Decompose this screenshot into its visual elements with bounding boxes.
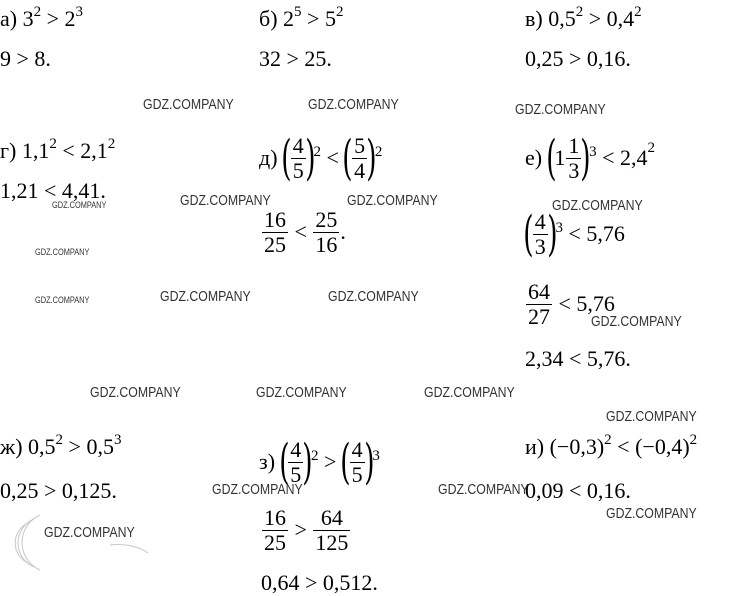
watermark: GDZ.COMPANY (591, 313, 682, 330)
problem-g-line2: 1,21 < 4,41. (0, 178, 106, 203)
paren-open: ( (278, 434, 290, 490)
paren-close: ) (366, 130, 377, 186)
watermark: GDZ.COMPANY (212, 481, 303, 498)
problem-z-line3: 0,64 > 0,512. (261, 570, 378, 595)
problem-zh-line2: 0,25 > 0,125. (0, 478, 117, 503)
watermark: GDZ.COMPANY (143, 96, 234, 113)
problem-z-line1: з) ( 4 5 ) 2 > ( 4 5 ) 3 (259, 434, 380, 490)
problem-v-line2: 0,25 > 0,16. (525, 46, 631, 71)
problem-d-line1: д) ( 4 5 ) 2 < ( 5 4 ) 2 (259, 130, 383, 186)
paren-close: ) (546, 206, 558, 262)
fraction: 64 27 (528, 278, 550, 329)
watermark: GDZ.COMPANY (35, 247, 90, 257)
paren-open: ( (281, 130, 292, 186)
watermark: GDZ.COMPANY (90, 384, 181, 401)
watermark: GDZ.COMPANY (424, 384, 515, 401)
watermark: GDZ.COMPANY (35, 295, 90, 305)
watermark: GDZ.COMPANY (52, 200, 107, 210)
paren-open: ( (523, 206, 534, 262)
problem-a-line2: 9 > 8. (0, 46, 51, 71)
watermark: GDZ.COMPANY (606, 505, 697, 522)
watermark: GDZ.COMPANY (44, 524, 135, 541)
fraction: 5 4 (354, 132, 366, 183)
watermark: GDZ.COMPANY (552, 197, 643, 214)
problem-v-line1: в) $0,5^2 > 0,4^2$ (525, 4, 642, 31)
fraction: 16 25 (264, 206, 286, 257)
fraction: 1 3 (568, 132, 580, 183)
watermark: GDZ.COMPANY (438, 481, 529, 498)
problem-e-line2: ( 4 3 ) 3 < 5,76 (523, 206, 625, 262)
watermark: GDZ.COMPANY (606, 408, 697, 425)
problem-z-line2: 16 25 > 64 125 (264, 504, 349, 555)
paren-close: ) (363, 434, 375, 490)
paren-close: ) (302, 434, 313, 490)
watermark: GDZ.COMPANY (347, 192, 438, 209)
problem-e-line1: е) ( 1 1 3 ) 3 < 2,4 $^2$ (525, 130, 655, 186)
problem-a-line1: а) $3^2 > 2^3$ (0, 4, 84, 31)
paren-open: ( (340, 434, 351, 490)
watermark: GDZ.COMPANY (180, 192, 271, 209)
problem-zh-line1: ж) $0,5^2 > 0,5^3$ (0, 432, 122, 459)
watermark: GDZ.COMPANY (308, 96, 399, 113)
paren-open: ( (342, 130, 353, 186)
problem-i-line2: 0,09 < 0,16. (525, 478, 631, 503)
watermark: GDZ.COMPANY (515, 101, 606, 118)
fraction: 25 16 (315, 206, 338, 257)
watermark: GDZ.COMPANY (160, 288, 251, 305)
watermark: GDZ.COMPANY (328, 288, 419, 305)
paren-close: ) (580, 130, 591, 186)
fraction: 16 25 (264, 504, 286, 555)
problem-e-line3: 64 27 < 5,76 (528, 278, 615, 329)
fraction: 4 5 (290, 436, 302, 487)
fraction: 64 125 (315, 504, 349, 555)
problem-b-line1: б) $2^5 > 5^2$ (259, 4, 344, 31)
problem-b-line2: 32 > 25. (259, 46, 332, 71)
paren-open: ( (545, 130, 557, 186)
fraction: 4 3 (534, 208, 546, 259)
paren-close: ) (304, 130, 316, 186)
problem-d-line2: 16 25 < 25 16 . (264, 206, 346, 257)
fraction: 4 5 (292, 132, 304, 183)
problem-e-line4: 2,34 < 5,76. (525, 346, 631, 371)
problem-g-line1: г) $1,1^2 < 2,1^2$ (0, 136, 116, 163)
fraction: 4 5 (351, 436, 363, 487)
watermark: GDZ.COMPANY (256, 384, 347, 401)
problem-i-line1: и) $(-0,3)^2 < (-0,4)^2$ (525, 432, 698, 459)
stamp-artifact-icon (0, 505, 150, 575)
